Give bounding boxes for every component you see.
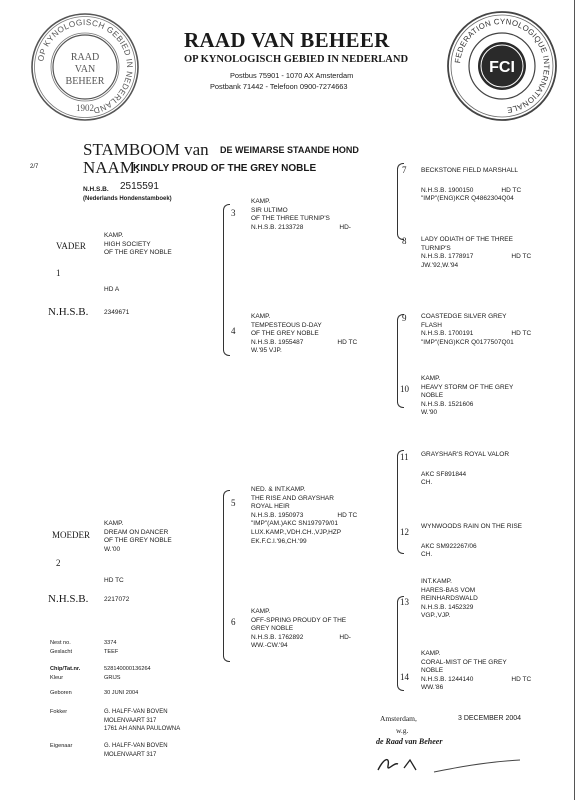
ancestor-12: WYNWOODS RAIN ON THE RISE AKC SM922267/06 CH. xyxy=(421,523,522,559)
ancestor-9-number: 9 xyxy=(402,313,407,323)
moeder-label: MOEDER xyxy=(52,530,90,540)
ancestor-3-number: 3 xyxy=(231,208,236,218)
geboren-value: 30 JUNI 2004 xyxy=(104,690,139,696)
dog-nhsb-value: 2515591 xyxy=(120,181,159,192)
ancestor-3: KAMP. SIR ULTIMO OF THE THREE TURNIP'S N.H.S.B. 2133728 HD- xyxy=(251,198,351,231)
stamboom-label: STAMBOOM van xyxy=(83,140,209,159)
kleur-label: Kleur xyxy=(50,675,64,681)
moeder-block xyxy=(104,520,172,554)
vader-block xyxy=(104,232,172,258)
bracket-moeder xyxy=(223,490,230,662)
nest-value: 3374 xyxy=(104,640,117,646)
eigenaar-value: G. HALFF-VAN BOVEN MOLENVAART 317 xyxy=(104,743,168,758)
fci-seal xyxy=(446,10,558,122)
chip-label: Chip/Tat.nr. xyxy=(50,666,81,672)
org-title: RAAD VAN BEHEER xyxy=(184,28,390,52)
handwritten-signature xyxy=(374,748,524,778)
vader-nhsb-label: N.H.S.B. xyxy=(48,306,89,318)
moeder-w: W.'00 xyxy=(104,545,121,553)
ancestor-12-number: 12 xyxy=(400,527,409,537)
org-address: Postbus 75901 - 1070 AX Amsterdam xyxy=(230,71,354,80)
bracket-5 xyxy=(397,450,404,554)
ancestor-6: KAMP. OFF-SPRING PROUDY OF THE GREY NOBLE N.H.S.B. 1762892 HD- WW.-CW.'94 xyxy=(251,608,351,650)
moeder-name-1: DREAM ON DANCER xyxy=(104,528,169,536)
geslacht-value: TEEF xyxy=(104,649,119,655)
nest-label: Nest no. xyxy=(50,640,71,646)
svg-text:1902: 1902 xyxy=(76,103,94,113)
ancestor-14-number: 14 xyxy=(400,672,409,682)
org-phone: Postbank 71442 - Telefoon 0900-7274663 xyxy=(210,82,348,91)
moeder-number: 2 xyxy=(56,558,61,568)
ancestor-13: INT.KAMP. HARES-BAS VOM REINHARDSWALD N.H.S.B. 1452329 VGP.,VJP. xyxy=(421,578,478,620)
svg-text:VAN: VAN xyxy=(74,64,96,75)
svg-text:FEDERATION CYNOLOGIQUE INTERNA: FEDERATION CYNOLOGIQUE INTERNATIONALE xyxy=(453,16,552,115)
moeder-title: KAMP. xyxy=(104,520,124,527)
ancestor-5-number: 5 xyxy=(231,498,236,508)
moeder-name-2: OF THE GREY NOBLE xyxy=(104,537,172,545)
org-subtitle: OP KYNOLOGISCH GEBIED IN NEDERLAND xyxy=(184,54,409,65)
vader-number: 1 xyxy=(56,268,61,278)
breed: DE WEIMARSE STAANDE HOND xyxy=(220,145,359,155)
ancestor-9: COASTEDGE SILVER GREY FLASH N.H.S.B. 1700191 HD TC "IMP"(ENG)KCR Q0177507Q01 xyxy=(421,313,532,346)
svg-text:BEHEER: BEHEER xyxy=(65,76,105,87)
signature-date: 3 DECEMBER 2004 xyxy=(458,715,522,722)
ancestor-8: LADY ODIATH OF THE THREE TURNIP'S N.H.S.B. 1778917 HD TC JW.'92,W.'94 xyxy=(421,236,532,269)
ancestor-7-number: 7 xyxy=(402,165,407,175)
geslacht-label: Geslacht xyxy=(50,649,73,655)
dog-nhsb-label: N.H.S.B. xyxy=(83,186,109,193)
vader-name-1: HIGH SOCIETY xyxy=(104,240,151,248)
ancestor-4: KAMP. TEMPESTEOUS D-DAY OF THE GREY NOBLE N.H.S.B. 1955487 HD TC W.'95 VJP. xyxy=(251,313,358,355)
ancestor-4-number: 4 xyxy=(231,326,236,336)
moeder-hd: HD TC xyxy=(104,577,124,584)
moeder-nhsb-label: N.H.S.B. xyxy=(48,593,89,605)
geboren-label: Geboren xyxy=(50,690,72,696)
ancestor-6-number: 6 xyxy=(231,617,236,627)
ancestor-10-number: 10 xyxy=(400,384,409,394)
signature-wg: w.g. xyxy=(396,726,409,735)
vader-hd: HD A xyxy=(104,286,120,293)
kleur-value: GRIJS xyxy=(104,675,121,681)
svg-text:RAAD: RAAD xyxy=(70,52,100,63)
dog-nhsb-sub: (Nederlands Hondenstamboek) xyxy=(83,196,172,202)
ancestor-8-number: 8 xyxy=(402,236,407,246)
page-edge xyxy=(574,0,575,800)
chip-value: 528140000136264 xyxy=(104,666,151,672)
eigenaar-label: Eigenaar xyxy=(50,743,73,749)
naam-label: NAAM: xyxy=(83,158,140,177)
ancestor-7: BECKSTONE FIELD MARSHALL N.H.S.B. 1900150 HD TC "IMP"(ENG)KCR Q4862304Q04 xyxy=(421,167,522,203)
signature-city: Amsterdam, xyxy=(380,714,417,723)
ancestor-11-number: 11 xyxy=(400,452,409,462)
ancestor-5: NED. & INT.KAMP. THE RISE AND GRAYSHAR ROYAL HEIR N.H.S.B. 1950973 HD TC "IMP"(AM.)AKC SN197979/01 LUX.KAMP.,VDH.CH.,VJP,HZP EK.F.C.I.'96,CH.'99 xyxy=(251,486,358,545)
fokker-label: Fokker xyxy=(50,709,68,715)
raad-van-beheer-seal xyxy=(30,12,140,122)
ancestor-13-number: 13 xyxy=(400,597,409,607)
dog-name: KINDLY PROUD OF THE GREY NOBLE xyxy=(133,163,317,174)
vader-name-2: OF THE GREY NOBLE xyxy=(104,249,172,257)
vader-label: VADER xyxy=(56,241,86,251)
fokker-value: G. HALFF-VAN BOVEN MOLENVAART 317 1761 AH ANNA PAULOWNA xyxy=(104,709,181,732)
svg-text:OP KYNOLOGISCH GEBIED IN NEDER: OP KYNOLOGISCH GEBIED IN NEDERLAND xyxy=(36,17,135,116)
svg-text:FCI: FCI xyxy=(489,59,515,76)
vader-nhsb: 2349671 xyxy=(104,309,130,316)
bracket-vader xyxy=(223,204,230,356)
moeder-nhsb: 2217072 xyxy=(104,596,130,603)
vader-title: KAMP. xyxy=(104,232,124,239)
doc-ref: 2/7 xyxy=(30,164,39,170)
ancestor-14: KAMP. CORAL-MIST OF THE GREY NOBLE N.H.S.B. 1244140 HD TC WW.'86 xyxy=(421,650,532,692)
ancestor-10: KAMP. HEAVY STORM OF THE GREY NOBLE N.H.S.B. 1521606 W.'90 xyxy=(421,375,514,417)
signature-org: de Raad van Beheer xyxy=(376,737,443,746)
ancestor-11: GRAYSHAR'S ROYAL VALOR AKC SF891844 CH. xyxy=(421,451,510,487)
